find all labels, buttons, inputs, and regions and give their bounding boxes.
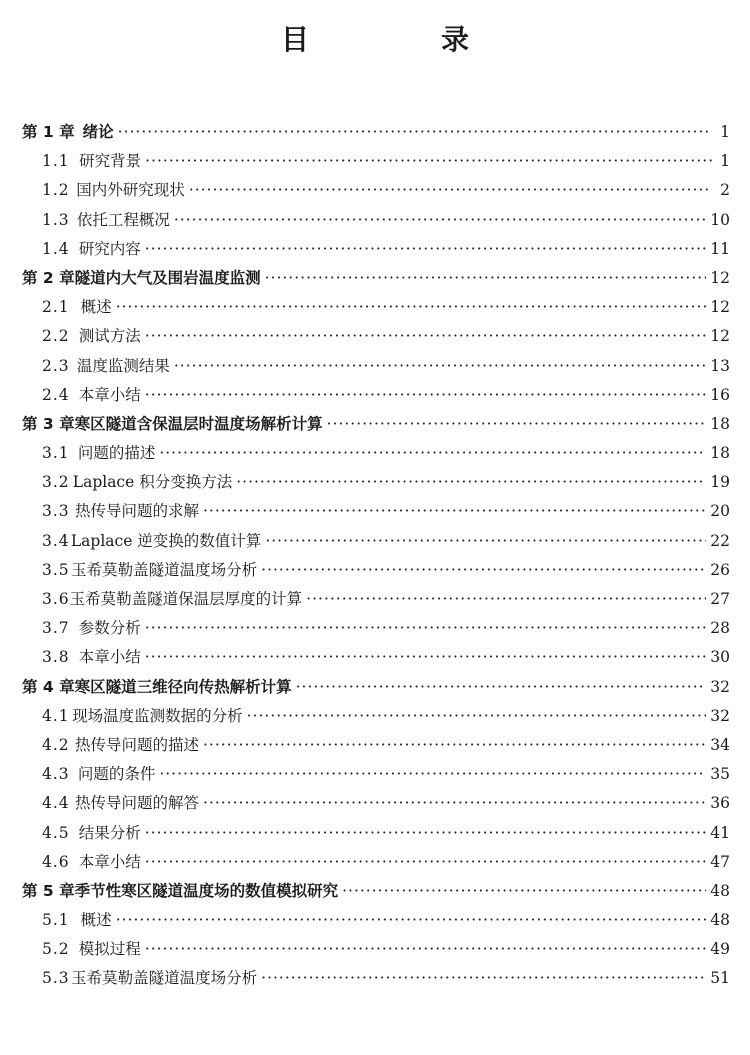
toc-entry-number: 第 5 章 <box>22 881 75 900</box>
toc-entry-number: 1.3 <box>42 210 70 229</box>
toc-entry-number: 4.5 <box>42 823 70 842</box>
toc-entry-title: 玉希莫勒盖隧道保温层厚度的计算 <box>69 590 303 608</box>
toc-entry-title: 玉希莫勒盖隧道温度场分析 <box>71 560 258 579</box>
toc-entry-page-number: 26 <box>710 560 730 579</box>
toc-entry-number: 第 1 章 <box>22 123 75 141</box>
toc-chapter-entry <box>22 410 730 439</box>
dot-leader <box>145 381 706 410</box>
toc-entry-number: 4.4 <box>42 794 70 813</box>
toc-entry-title: Laplace 积分变换方法 <box>72 473 233 492</box>
dot-leader <box>145 935 706 964</box>
toc-section-entry <box>22 731 730 760</box>
dot-leader <box>145 819 706 848</box>
toc-section-entry <box>22 497 730 526</box>
toc-entry-number: 2.3 <box>42 356 70 375</box>
toc-entry-page-number: 34 <box>710 735 730 754</box>
dot-leader <box>265 264 707 293</box>
toc-entry-title: 隧道内大气及围岩温度监测 <box>74 268 261 287</box>
toc-entry-title: 本章小结 <box>78 852 141 871</box>
dot-leader <box>203 497 706 526</box>
toc-section-entry <box>22 906 730 935</box>
toc-entry-page-number: 1 <box>720 152 730 171</box>
toc-entry-number: 第 4 章 <box>22 677 75 696</box>
toc-entry-page-number: 18 <box>710 414 730 433</box>
dot-leader <box>327 410 707 439</box>
toc-chapter-entry <box>22 264 730 293</box>
toc-entry-title: 参数分析 <box>78 619 141 638</box>
toc-entry-page-number: 49 <box>710 940 730 959</box>
toc-entry-page-number: 13 <box>710 356 730 375</box>
toc-entry-title: 问题的描述 <box>77 444 156 463</box>
dot-leader <box>265 527 706 556</box>
dot-leader <box>145 643 706 672</box>
toc-entry-title: 问题的条件 <box>77 765 156 784</box>
toc-entry-page-number: 48 <box>710 881 730 900</box>
toc-section-entry <box>22 585 730 614</box>
toc-section-entry <box>22 206 730 235</box>
toc-entry-page-number: 12 <box>710 327 730 346</box>
toc-entry-page-number: 12 <box>710 298 730 317</box>
toc-entry-page-number: 2 <box>720 181 730 200</box>
toc-entry-number: 1.4 <box>42 239 70 258</box>
toc-entry-page-number: 22 <box>710 531 730 550</box>
toc-entry-number: 3.3 <box>42 502 70 521</box>
dot-leader <box>118 118 712 147</box>
toc-entry-title: 温度监测结果 <box>76 356 170 375</box>
toc-entry-title: 寒区隧道含保温层时温度场解析计算 <box>74 414 323 433</box>
toc-entry-title: 本章小结 <box>78 648 141 667</box>
toc-entry-title: 概述 <box>80 911 112 930</box>
toc-entry-title: 依托工程概况 <box>76 210 170 229</box>
dot-leader <box>145 614 706 643</box>
dot-leader <box>236 468 706 497</box>
dot-leader <box>203 731 706 760</box>
toc-section-entry <box>22 352 730 381</box>
dot-leader <box>159 439 706 468</box>
dot-leader <box>145 848 706 877</box>
toc-section-entry <box>22 439 730 468</box>
toc-entry-title: 寒区隧道三维径向传热解析计算 <box>74 677 292 696</box>
toc-entry-number: 3.8 <box>42 648 70 667</box>
toc-entry-number: 2.4 <box>42 385 70 404</box>
toc-entry-page-number: 10 <box>710 210 730 229</box>
toc-entry-number: 1.2 <box>42 181 70 200</box>
toc-entry-title: Laplace 逆变换的数值计算 <box>70 531 262 550</box>
toc-entry-title: 本章小结 <box>78 385 141 404</box>
toc-section-entry <box>22 935 730 964</box>
dot-leader <box>159 760 706 789</box>
toc-section-entry <box>22 643 730 672</box>
toc-entry-number: 2.1 <box>42 298 70 317</box>
dot-leader <box>145 235 706 264</box>
toc-section-entry <box>22 848 730 877</box>
toc-entry-page-number: 28 <box>710 619 730 638</box>
toc-entry-title: 热传导问题的求解 <box>74 502 199 521</box>
toc-entry-number: 3.6 <box>42 590 70 608</box>
toc-section-entry <box>22 556 730 585</box>
toc-entry-title: 概述 <box>80 298 112 317</box>
toc-entry-number: 1.1 <box>42 152 70 171</box>
dot-leader <box>116 906 707 935</box>
toc-entry-page-number: 27 <box>710 590 730 608</box>
toc-entry-number: 3.7 <box>42 619 70 638</box>
toc-section-entry <box>22 176 730 205</box>
toc-section-entry <box>22 964 730 993</box>
toc-entry-title: 热传导问题的解答 <box>74 794 199 813</box>
toc-entry-page-number: 18 <box>710 444 730 463</box>
toc-entry-number: 5.3 <box>42 969 70 988</box>
toc-entry-page-number: 35 <box>710 765 730 784</box>
toc-section-entry <box>22 527 730 556</box>
toc-entry-page-number: 32 <box>710 706 730 725</box>
dot-leader <box>261 964 706 993</box>
toc-entry-page-number: 36 <box>710 794 730 813</box>
dot-leader <box>145 147 712 176</box>
toc-entry-page-number: 19 <box>710 473 730 492</box>
toc-entry-page-number: 12 <box>710 268 730 287</box>
toc-section-entry <box>22 468 730 497</box>
page-title: 目 录 <box>280 23 521 56</box>
toc-section-entry <box>22 322 730 351</box>
toc-entry-title: 绪论 <box>82 123 114 141</box>
toc-entry-page-number: 11 <box>710 239 730 258</box>
toc-entry-page-number: 48 <box>710 911 730 930</box>
toc-entry-number: 4.3 <box>42 765 70 784</box>
toc-entry-title: 热传导问题的描述 <box>74 735 199 754</box>
toc-entry-page-number: 51 <box>710 969 730 988</box>
toc-entry-title: 现场温度监测数据的分析 <box>72 706 243 725</box>
toc-entry-number: 4.1 <box>42 706 70 725</box>
toc-section-entry <box>22 147 730 176</box>
toc-chapter-entry <box>22 673 730 702</box>
toc-entry-title: 国内外研究现状 <box>76 181 185 200</box>
toc-entry-title: 研究内容 <box>78 239 141 258</box>
toc-section-entry <box>22 614 730 643</box>
toc-entry-page-number: 32 <box>710 677 730 696</box>
toc-entry-number: 4.2 <box>42 735 70 754</box>
toc-chapter-entry <box>22 877 730 906</box>
dot-leader <box>342 877 706 906</box>
toc-entry-number: 第 2 章 <box>22 268 75 287</box>
toc-entry-title: 结果分析 <box>78 823 141 842</box>
toc-entry-number: 第 3 章 <box>22 414 75 433</box>
dot-leader <box>174 206 706 235</box>
toc-entry-number: 3.2 <box>42 473 70 492</box>
toc-entry-title: 测试方法 <box>78 327 141 346</box>
dot-leader <box>189 176 712 205</box>
toc-entry-title: 模拟过程 <box>78 940 141 959</box>
dot-leader <box>296 673 707 702</box>
toc-section-entry <box>22 702 730 731</box>
dot-leader <box>145 322 706 351</box>
toc-section-entry <box>22 760 730 789</box>
toc-entry-title: 季节性寒区隧道温度场的数值模拟研究 <box>74 881 339 900</box>
toc-section-entry <box>22 819 730 848</box>
toc-section-entry <box>22 789 730 818</box>
toc-entry-number: 3.1 <box>42 444 70 463</box>
toc-entry-page-number: 47 <box>710 852 730 871</box>
dot-leader <box>306 585 706 614</box>
dot-leader <box>203 789 706 818</box>
dot-leader <box>174 352 706 381</box>
toc-entry-title: 玉希莫勒盖隧道温度场分析 <box>71 969 258 988</box>
toc-entry-number: 3.4 <box>42 531 70 550</box>
toc-entry-page-number: 20 <box>710 502 730 521</box>
toc-entry-number: 3.5 <box>42 560 70 579</box>
toc-entry-number: 5.2 <box>42 940 70 959</box>
dot-leader <box>116 293 707 322</box>
toc-entry-page-number: 1 <box>720 123 730 141</box>
toc-entry-page-number: 16 <box>710 385 730 404</box>
toc-entry-title: 研究背景 <box>79 152 142 171</box>
toc-chapter-entry <box>22 118 730 147</box>
dot-leader <box>247 702 707 731</box>
table-of-contents <box>22 118 730 994</box>
toc-entry-page-number: 30 <box>710 648 730 667</box>
toc-section-entry <box>22 381 730 410</box>
dot-leader <box>261 556 706 585</box>
toc-section-entry <box>22 235 730 264</box>
toc-entry-number: 5.1 <box>42 911 70 930</box>
toc-entry-number: 2.2 <box>42 327 70 346</box>
toc-entry-number: 4.6 <box>42 852 70 871</box>
toc-section-entry <box>22 293 730 322</box>
toc-entry-page-number: 41 <box>710 823 730 842</box>
